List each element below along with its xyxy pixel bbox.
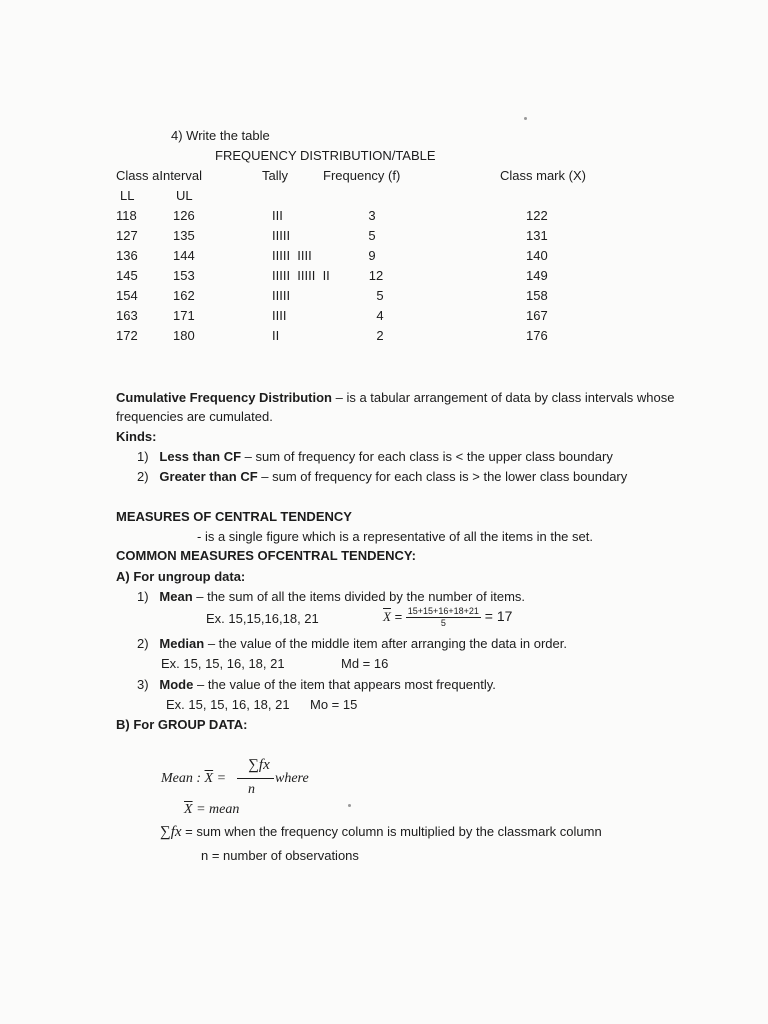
sum-fx-definition xyxy=(160,824,602,841)
cell-tally: IIIII IIII xyxy=(272,248,312,263)
formula-denominator: n xyxy=(248,782,255,797)
formula-where: where xyxy=(275,771,309,786)
speck xyxy=(348,804,351,807)
cell-ul: 126 xyxy=(173,208,195,223)
col-class-interval: Class aInterval xyxy=(116,168,202,183)
cell-tally: IIII xyxy=(272,308,287,323)
median-def: – the value of the middle item after arranging the data in order. xyxy=(204,636,567,651)
cell-frequency: 9 xyxy=(368,248,376,263)
cell-tally: III xyxy=(272,208,283,223)
median-number: 2) xyxy=(137,636,149,651)
mean-def: – the sum of all the items divided by the number of items. xyxy=(192,589,526,604)
n-definition: n = number of observations xyxy=(201,848,359,863)
formula-mean-word: Mean : xyxy=(161,771,205,786)
cell-frequency: 2 xyxy=(376,328,384,343)
cell-ll: 154 xyxy=(116,288,138,303)
cell-frequency: 12 xyxy=(368,268,384,283)
mean-item xyxy=(137,589,525,604)
median-example: Ex. 15, 15, 16, 18, 21 xyxy=(161,656,285,671)
kind-2-def: – sum of frequency for each class is > the lower class boundary xyxy=(257,469,628,484)
formula-fraction-bar xyxy=(237,778,274,779)
mean-fraction xyxy=(406,606,481,629)
cell-frequency: 5 xyxy=(376,288,384,303)
formula-equals: = xyxy=(213,771,227,786)
kind-2-term: Greater than CF xyxy=(159,469,258,484)
mode-item xyxy=(137,677,496,692)
cell-ul: 171 xyxy=(173,308,195,323)
cell-class-mark: 140 xyxy=(526,248,548,263)
mct-title: MEASURES OF CENTRAL TENDENCY xyxy=(116,509,352,524)
mode-number: 3) xyxy=(137,677,149,692)
common-measures-heading: COMMON MEASURES OFCENTRAL TENDENCY: xyxy=(116,548,416,563)
cell-frequency: 4 xyxy=(376,308,384,323)
cell-ll: 163 xyxy=(116,308,138,323)
cell-tally: IIIII xyxy=(272,288,291,303)
cell-frequency: 3 xyxy=(368,208,376,223)
group-data-heading: B) For GROUP DATA: xyxy=(116,717,248,732)
cell-class-mark: 122 xyxy=(526,208,548,223)
mean-xbar: $\overline{X}$ xyxy=(383,608,391,624)
table-title: FREQUENCY DISTRIBUTION/TABLE xyxy=(215,148,436,163)
kind-2 xyxy=(137,469,627,484)
cfd-term: Cumulative Frequency Distribution xyxy=(116,390,332,405)
xbar-symbol: $\overline{X}$ xyxy=(184,802,193,817)
mean-calculation xyxy=(383,606,512,629)
xbar-meaning: = mean xyxy=(192,802,240,817)
median-item xyxy=(137,636,567,651)
cfd-def-line2: frequencies are cumulated. xyxy=(116,409,273,424)
mean-example: Ex. 15,15,16,18, 21 xyxy=(206,611,319,626)
section-heading: 4) Write the table xyxy=(171,128,270,143)
cell-ll: 127 xyxy=(116,228,138,243)
sum-fx-symbol: ∑fx xyxy=(160,824,182,840)
formula-mean-label xyxy=(161,771,226,787)
kinds-label: Kinds: xyxy=(116,429,157,444)
kind-1-number: 1) xyxy=(137,449,149,464)
ungroup-heading: A) For ungroup data: xyxy=(116,569,246,584)
sum-fx-meaning: = sum when the frequency column is multiplied by the classmark column xyxy=(181,824,602,839)
mean-result: = 17 xyxy=(480,607,513,624)
mode-def: – the value of the item that appears most frequently. xyxy=(193,677,496,692)
mean-equals: = xyxy=(390,608,406,624)
cell-tally: IIIII IIIII II xyxy=(272,268,330,283)
xbar-definition xyxy=(184,802,239,818)
cfd-def-line1: – is a tabular arrangement of data by class intervals whose xyxy=(331,390,675,405)
cell-ul: 162 xyxy=(173,288,195,303)
kind-2-number: 2) xyxy=(137,469,149,484)
cell-class-mark: 149 xyxy=(526,268,548,283)
kind-1-def: – sum of frequency for each class is < the upper class boundary xyxy=(241,449,613,464)
cell-ll: 172 xyxy=(116,328,138,343)
formula-numerator: ∑fx xyxy=(248,757,270,773)
formula-xbar: $\overline{X}$ xyxy=(204,771,214,786)
mean-term: Mean xyxy=(159,589,193,604)
mode-term: Mode xyxy=(159,677,194,692)
cell-ul: 180 xyxy=(173,328,195,343)
cell-ul: 135 xyxy=(173,228,195,243)
mean-fraction-denominator: 5 xyxy=(440,618,446,628)
col-tally: Tally xyxy=(262,168,289,183)
cell-class-mark: 167 xyxy=(526,308,548,323)
median-term: Median xyxy=(159,636,205,651)
mct-description: - is a single figure which is a representative of all the items in the set. xyxy=(197,529,593,544)
mean-fraction-numerator: 15+15+16+18+21 xyxy=(407,606,479,616)
col-ll: LL xyxy=(120,188,135,203)
col-frequency: Frequency (f) xyxy=(323,168,401,183)
mode-result: Mo = 15 xyxy=(310,697,358,712)
median-result: Md = 16 xyxy=(341,656,389,671)
kind-1 xyxy=(137,449,613,464)
col-ul: UL xyxy=(176,188,193,203)
cfd-definition xyxy=(116,390,675,405)
col-class-mark: Class mark (X) xyxy=(500,168,586,183)
cell-ll: 136 xyxy=(116,248,138,263)
cell-ll: 145 xyxy=(116,268,138,283)
cell-ll: 118 xyxy=(116,208,137,223)
mean-number: 1) xyxy=(137,589,149,604)
kind-1-term: Less than CF xyxy=(159,449,242,464)
cell-class-mark: 158 xyxy=(526,288,548,303)
cell-class-mark: 131 xyxy=(526,228,548,243)
cell-ul: 153 xyxy=(173,268,195,283)
mode-example: Ex. 15, 15, 16, 18, 21 xyxy=(166,697,290,712)
cell-tally: IIIII xyxy=(272,228,291,243)
cell-class-mark: 176 xyxy=(526,328,548,343)
speck xyxy=(524,117,527,120)
cell-tally: II xyxy=(272,328,280,343)
cell-ul: 144 xyxy=(173,248,195,263)
cell-frequency: 5 xyxy=(368,228,376,243)
